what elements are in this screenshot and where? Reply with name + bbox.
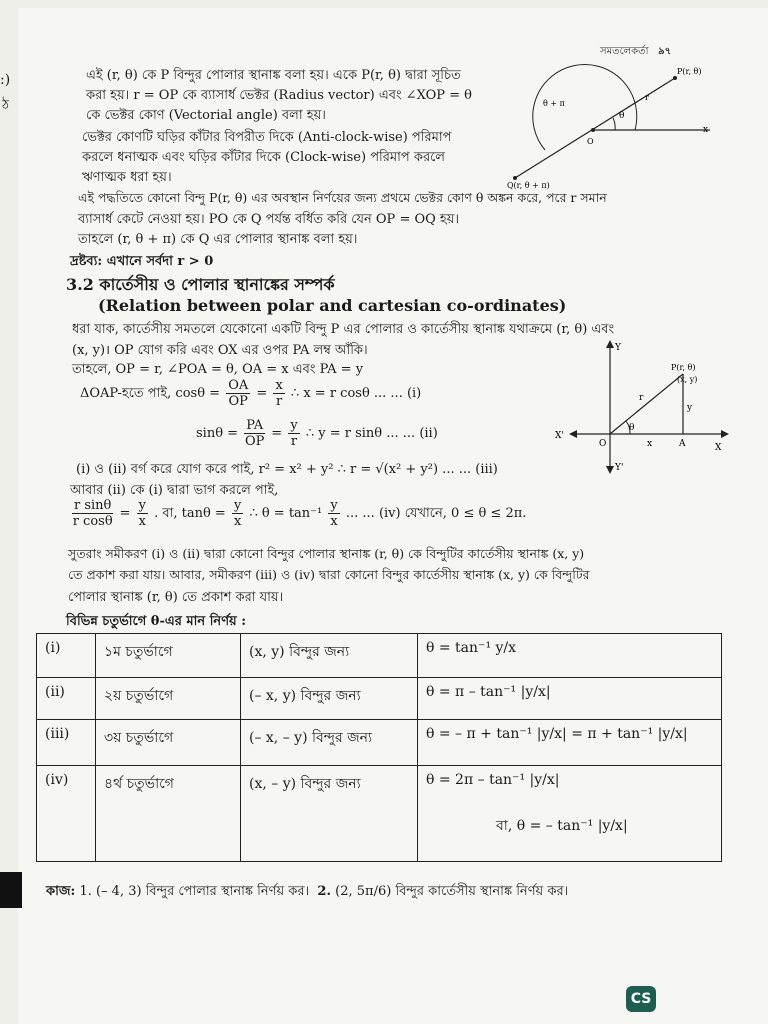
quadrant-name: ৩য় চতুর্ভাগে bbox=[96, 720, 241, 766]
page-number: ৯৭ bbox=[658, 46, 672, 57]
line-pq bbox=[515, 78, 675, 178]
eq-text: = bbox=[256, 386, 268, 401]
intro-line: এই পদ্ধতিতে কোনো বিন্দু P(r, θ) এর অবস্থান নির্ণয়ের জন্য প্রথমে ভেক্টর কোণ θ অঙ্কন করে, পরে r সমান bbox=[78, 190, 607, 205]
fraction bbox=[72, 498, 113, 529]
fraction bbox=[273, 378, 284, 409]
intro-line: করা হয়। r = OP কে ব্যাসার্ধ ভেক্টর (Radius vector) এবং ∠XOP = θ bbox=[86, 88, 472, 103]
numerator: OA bbox=[228, 378, 249, 393]
label-r: r bbox=[639, 393, 644, 403]
point-type: (x, – y) বিন্দুর জন্য bbox=[241, 766, 418, 862]
point-q-dot bbox=[513, 176, 517, 180]
label-r: r bbox=[645, 93, 649, 102]
label-q: Q(r, θ + π) bbox=[507, 181, 550, 190]
table-row bbox=[37, 634, 722, 678]
equation-cos bbox=[80, 378, 421, 409]
fraction bbox=[328, 498, 339, 529]
header-label: সমতলেকর্তা bbox=[600, 46, 649, 57]
numerator: y bbox=[233, 498, 242, 513]
label-x-length: x bbox=[647, 439, 653, 449]
label-x: x bbox=[703, 125, 709, 135]
label-theta: θ bbox=[629, 423, 635, 433]
body-line: পোলার স্থানাঙ্ক (r, θ) তে প্রকাশ করা যায়। bbox=[68, 590, 284, 605]
task-item-2-point: (2, 5π/6) bbox=[335, 884, 392, 899]
task-item-2-text: বিন্দুর কার্তেসীয় স্থানাঙ্ক নির্ণয় কর। bbox=[395, 884, 569, 899]
numerator: y bbox=[138, 498, 146, 513]
label-x-prime: X' bbox=[555, 431, 564, 441]
point-type: (– x, y) বিন্দুর জন্য bbox=[241, 678, 418, 720]
row-number: (i) bbox=[37, 634, 96, 678]
point-p-dot bbox=[673, 76, 677, 80]
denominator: r bbox=[290, 434, 298, 449]
eq-text: ∴ θ = tan⁻¹ bbox=[249, 506, 323, 521]
fraction bbox=[137, 498, 148, 529]
label-p-polar: P(r, θ) bbox=[671, 363, 696, 372]
body-line: ধরা যাক, কার্তেসীয় সমতলে যেকোনো একটি বিন্দু P এর পোলার ও কার্তেসীয় স্থানাঙ্ক যথাক্রমে (r, θ) এবং bbox=[72, 322, 615, 337]
equation-sin bbox=[196, 418, 438, 449]
label-y-length: y bbox=[687, 403, 693, 413]
label-x-axis: X bbox=[715, 443, 722, 453]
intro-line: ঋণাত্মক ধরা হয়। bbox=[82, 170, 172, 185]
theta-formula: θ = tan⁻¹ y/x bbox=[418, 634, 722, 678]
theta-formula-cell bbox=[418, 766, 722, 862]
eq-text: = bbox=[271, 426, 283, 441]
fraction bbox=[232, 498, 243, 529]
y-arrow-neg bbox=[606, 466, 614, 474]
intro-line: এই (r, θ) কে P বিন্দুর পোলার স্থানাঙ্ক বলা হয়। একে P(r, θ) দ্বারা সূচিত bbox=[86, 68, 461, 83]
fraction bbox=[226, 378, 250, 409]
theta-formula-alt: বা, θ = – tan⁻¹ |y/x| bbox=[496, 818, 628, 834]
angle-arc-small bbox=[613, 118, 615, 130]
task-line bbox=[46, 882, 568, 903]
running-header bbox=[600, 44, 671, 61]
task-label: কাজ: bbox=[46, 884, 76, 899]
fraction bbox=[288, 418, 299, 449]
eq-text: ∴ x = r cosθ ... ... (i) bbox=[290, 386, 422, 401]
task-item-2-number: 2. bbox=[317, 884, 331, 899]
intro-line: করলে ধনাত্মক এবং ঘড়ির কাঁটার দিকে (Clock-wise) পরিমাপ করলে bbox=[82, 150, 445, 165]
body-line: (x, y)। OP যোগ করি এবং OX এর ওপর PA লম্ব আঁকি। bbox=[72, 343, 368, 358]
quadrant-name: ১ম চতুর্ভাগে bbox=[96, 634, 241, 678]
numerator: r sinθ bbox=[74, 498, 112, 513]
row-number: (iv) bbox=[37, 766, 96, 862]
denominator: x bbox=[138, 514, 146, 529]
label-o: O bbox=[587, 137, 594, 146]
intro-line: তাহলে (r, θ + π) কে Q এর পোলার স্থানাঙ্ক বলা হয়। bbox=[78, 232, 358, 247]
theta-formula: θ = – π + tan⁻¹ |y/x| = π + tan⁻¹ |y/x| bbox=[418, 720, 722, 766]
x-arrow-neg bbox=[569, 430, 577, 438]
label-y-prime: Y' bbox=[615, 463, 624, 473]
quadrant-table bbox=[36, 633, 722, 862]
x-arrow bbox=[721, 430, 729, 438]
origin-dot bbox=[591, 128, 595, 132]
denominator: r cosθ bbox=[72, 514, 113, 529]
table-row bbox=[37, 720, 722, 766]
eq-text: ∴ y = r sinθ ... ... (ii) bbox=[305, 426, 438, 441]
label-p: P(r, θ) bbox=[677, 67, 702, 76]
denominator: r bbox=[276, 394, 283, 409]
numerator: y bbox=[330, 498, 338, 513]
line-op bbox=[610, 374, 683, 434]
body-line: সুতরাং সমীকরণ (i) ও (ii) দ্বারা কোনো বিন্দুর পোলার স্থানাঙ্ক (r, θ) কে বিন্দুটির কার্তেসীয় স্থানাঙ্ক (x, y) bbox=[68, 546, 585, 561]
denominator: x bbox=[330, 514, 338, 529]
numerator: y bbox=[290, 418, 298, 433]
eq-text: ΔOAP-হতে পাই, cosθ = bbox=[80, 386, 221, 401]
note-line: দ্রষ্টব্য: এখানে সর্বদা r > 0 bbox=[70, 254, 214, 269]
section-title: 3.2 কার্তেসীয় ও পোলার স্থানাঙ্কের সম্পর্ক bbox=[66, 275, 335, 294]
point-type: (– x, – y) বিন্দুর জন্য bbox=[241, 720, 418, 766]
body-line: আবার (ii) কে (i) দ্বারা ভাগ করলে পাই, bbox=[70, 483, 279, 498]
numerator: PA bbox=[246, 418, 264, 433]
cartesian-figure bbox=[555, 338, 735, 478]
eq-text: . বা, tanθ = bbox=[154, 506, 226, 521]
polar-figure bbox=[505, 60, 725, 190]
eq-text: ... ... (iv) যেখানে, 0 ≤ θ ≤ 2π. bbox=[345, 506, 527, 521]
label-y: Y bbox=[615, 343, 621, 353]
scanner-watermark-logo: CS bbox=[626, 986, 656, 1012]
numerator: x bbox=[275, 378, 283, 393]
fraction bbox=[244, 418, 265, 449]
denominator: x bbox=[233, 514, 242, 529]
intro-line: ভেক্টর কোণটি ঘড়ির কাঁটার বিপরীত দিকে (Anti-clock-wise) পরিমাপ bbox=[82, 130, 452, 145]
equation-tan bbox=[70, 498, 526, 529]
body-line: তাহলে, OP = r, ∠POA = θ, OA = x এবং PA = y bbox=[72, 362, 364, 377]
quadrant-name: ৪র্থ চতুর্ভাগে bbox=[96, 766, 241, 862]
quadrant-name: ২য় চতুর্ভাগে bbox=[96, 678, 241, 720]
label-theta-plus-pi: θ + π bbox=[543, 99, 565, 108]
denominator: OP bbox=[228, 394, 248, 409]
label-origin: O bbox=[599, 439, 607, 449]
label-p-xy: (x, y) bbox=[677, 375, 698, 384]
table-heading: বিভিন্ন চতুর্ভাগে θ-এর মান নির্ণয় : bbox=[66, 614, 247, 629]
body-line: তে প্রকাশ করা যায়। আবার, সমীকরণ (iii) ও (iv) দ্বারা কোনো বিন্দুর কার্তেসীয় স্থানাঙ্ক (x, y) কে বিন্দুটির bbox=[68, 567, 590, 582]
table-row bbox=[37, 766, 722, 862]
margin-mark: ঠ bbox=[2, 98, 9, 113]
eq-text: sinθ = bbox=[196, 426, 239, 441]
task-item-1: 1. (– 4, 3) বিন্দুর পোলার স্থানাঙ্ক নির্ণয় কর। bbox=[79, 884, 310, 899]
label-a: A bbox=[679, 439, 686, 449]
intro-line: ব্যাসার্ধ কেটে নেওয়া হয়। PO কে Q পর্যন্ত বর্ধিত করি যেন OP = OQ হয়। bbox=[78, 212, 460, 227]
theta-formula: θ = 2π – tan⁻¹ |y/x| bbox=[426, 772, 560, 788]
eq-text: = bbox=[119, 506, 131, 521]
section-subtitle: (Relation between polar and cartesian co-ordinates) bbox=[98, 296, 567, 315]
theta-formula: θ = π – tan⁻¹ |y/x| bbox=[418, 678, 722, 720]
point-type: (x, y) বিন্দুর জন্য bbox=[241, 634, 418, 678]
row-number: (iii) bbox=[37, 720, 96, 766]
edge-tab bbox=[0, 872, 22, 908]
y-arrow bbox=[606, 340, 614, 348]
margin-mark: :) bbox=[0, 72, 11, 88]
table-row bbox=[37, 678, 722, 720]
intro-line: কে ভেক্টর কোণ (Vectorial angle) বলা হয়। bbox=[86, 108, 326, 123]
label-theta: θ bbox=[619, 111, 625, 121]
denominator: OP bbox=[244, 434, 265, 449]
body-line: (i) ও (ii) বর্গ করে যোগ করে পাই, r² = x² + y² ∴ r = √(x² + y²) ... ... (iii) bbox=[76, 462, 498, 477]
row-number: (ii) bbox=[37, 678, 96, 720]
